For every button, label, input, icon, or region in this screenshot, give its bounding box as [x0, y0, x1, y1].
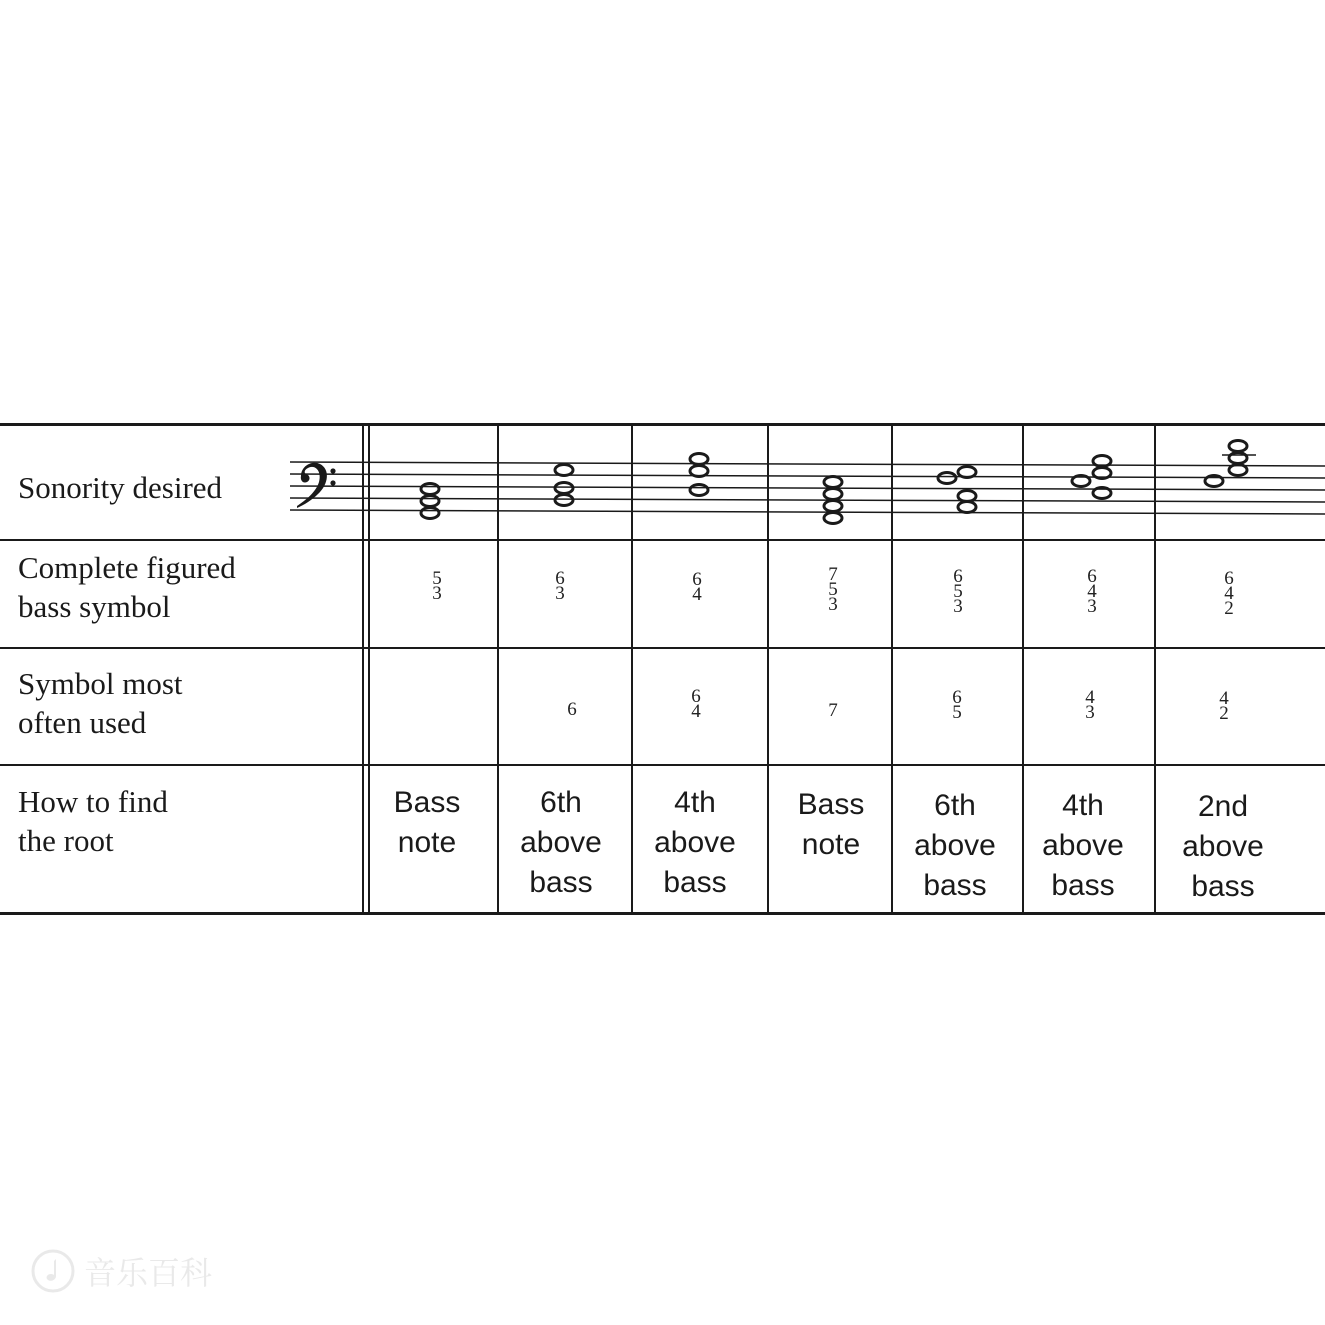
watermark-text: 音乐百科 [84, 1254, 213, 1292]
complete-figure-col-1 [417, 568, 457, 604]
common-figure-col-5 [937, 687, 977, 723]
row-label-text: the root [18, 823, 114, 858]
root-rule-text: Bass [797, 788, 865, 821]
row-label-find-root [18, 782, 168, 860]
root-rule-text: 6th [934, 789, 976, 822]
common-figure-col-7 [1204, 688, 1244, 724]
figure-digit: 3 [828, 594, 838, 615]
complete-figure-col-3 [677, 569, 717, 605]
figure-digit: 6 [691, 686, 701, 707]
root-rule-col-7 [1158, 787, 1288, 907]
root-rule-col-1 [362, 783, 492, 863]
root-rule-text: above [1182, 830, 1264, 863]
figure-digit: 4 [1085, 687, 1095, 708]
root-rule-text: above [520, 826, 602, 859]
table-bottom-rule [0, 912, 1325, 915]
figure-digit: 5 [952, 702, 962, 723]
figure-digit: 5 [432, 568, 442, 589]
chord-first-inversion-seventh [938, 467, 976, 513]
common-figure-col-4 [813, 700, 853, 721]
figure-digit: 6 [692, 569, 702, 590]
figure-digit: 3 [1085, 702, 1095, 723]
root-rule-text: above [1042, 829, 1124, 862]
row-label-text: bass symbol [18, 589, 171, 624]
root-rule-text: above [914, 829, 996, 862]
figure-digit: 4 [1219, 688, 1229, 709]
root-rule-text: bass [1051, 869, 1115, 902]
chord-third-inversion-seventh [1205, 441, 1256, 487]
root-rule-text: note [801, 828, 861, 861]
row-label-text: Symbol most [18, 666, 183, 701]
figure-digit: 5 [953, 581, 963, 602]
root-rule-text: 4th [674, 786, 716, 819]
figure-digit: 2 [1219, 703, 1229, 724]
figure-digit: 6 [952, 687, 962, 708]
root-rule-col-5 [890, 786, 1020, 906]
root-rule-text: above [654, 826, 736, 859]
common-figure-col-6 [1070, 687, 1110, 723]
figure-digit: 2 [1224, 598, 1234, 619]
row-label-text: often used [18, 705, 147, 740]
root-rule-text: 4th [1062, 789, 1104, 822]
figure-digit: 5 [828, 579, 838, 600]
figure-digit: 6 [555, 568, 565, 589]
row-label-most-used [18, 664, 183, 742]
row-divider [0, 647, 1325, 649]
root-rule-text: bass [663, 866, 727, 899]
complete-figure-col-7 [1209, 568, 1249, 619]
common-figure-col-2 [552, 699, 592, 720]
figure-digit: 4 [1087, 581, 1097, 602]
figure-digit: 3 [1087, 596, 1097, 617]
watermark [30, 1246, 212, 1296]
figure-digit: 4 [1224, 583, 1234, 604]
root-rule-col-3 [630, 783, 760, 903]
bass-staff [0, 0, 1325, 560]
figure-digit: 3 [555, 583, 565, 604]
figure-digit: 7 [828, 700, 838, 721]
complete-figure-col-4 [813, 564, 853, 615]
common-figure-col-3 [676, 686, 716, 722]
figure-digit: 6 [567, 699, 577, 720]
figure-digit: 6 [1087, 566, 1097, 587]
row-label-text: How to find [18, 784, 168, 819]
figure-digit: 6 [1224, 568, 1234, 589]
root-rule-text: 2nd [1197, 790, 1249, 823]
root-rule-text: 6th [540, 786, 582, 819]
root-rule-col-6 [1018, 786, 1148, 906]
complete-figure-col-2 [540, 568, 580, 604]
root-rule-text: Bass [393, 786, 461, 819]
figure-digit: 3 [953, 596, 963, 617]
root-rule-text: bass [1191, 870, 1255, 903]
figure-digit: 3 [432, 583, 442, 604]
root-rule-text: bass [923, 869, 987, 902]
complete-figure-col-5 [938, 566, 978, 617]
row-label-text: Sonority desired [18, 470, 223, 505]
figure-digit: 6 [953, 566, 963, 587]
music-note-logo-icon [30, 1248, 76, 1294]
figure-digit: 4 [691, 701, 701, 722]
row-label-text: Complete figured [18, 550, 236, 585]
root-rule-col-4 [766, 785, 896, 865]
root-rule-text: bass [529, 866, 593, 899]
figure-digit: 4 [692, 584, 702, 605]
row-divider [0, 764, 1325, 766]
chord-root-position-triad [421, 484, 439, 519]
root-rule-col-2 [496, 783, 626, 903]
figure-digit: 7 [828, 564, 838, 585]
complete-figure-col-6 [1072, 566, 1112, 617]
root-rule-text: note [397, 826, 457, 859]
chord-second-inversion-triad [690, 454, 708, 496]
